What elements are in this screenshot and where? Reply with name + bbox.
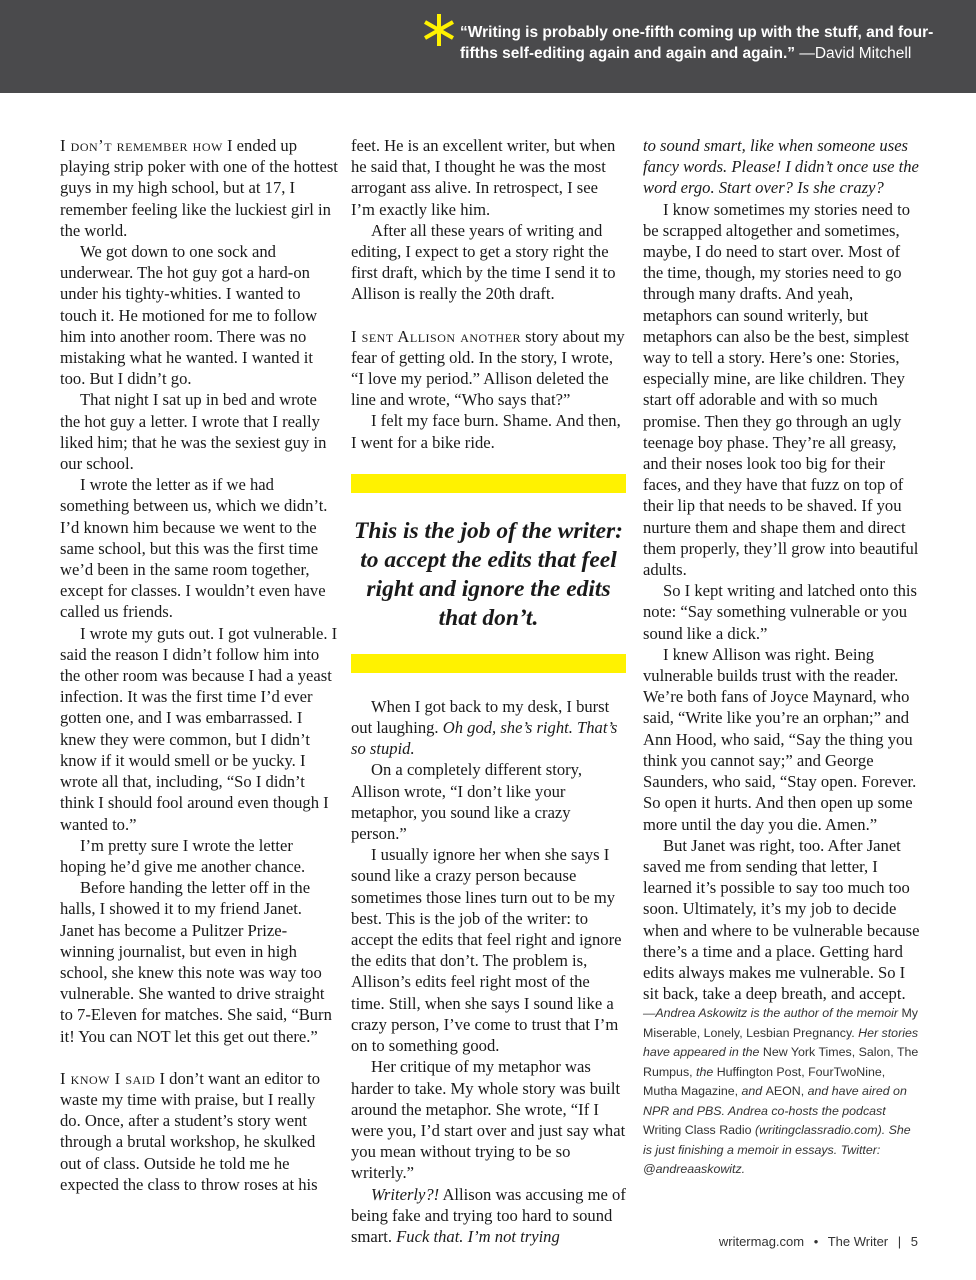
paragraph: I wrote the letter as if we had something between us, which we didn’t. I’d known him because we went to the same school, but this was the first time we’d been in the same room together, except for classes. I wouldn’t even have called us friends.: [60, 475, 328, 622]
lead-in: I know I said: [60, 1068, 156, 1088]
paragraph: I usually ignore her when she says I sound like a crazy person because sometimes those lines turn out to be my best. This is the job of the writer: to accept the edits that feel right and ignore the edits that don’t. The problem is, Allison’s edits feel right most of the time. Still, when she says I sound like a crazy person, I’ve come to trust that I’m on to something good.: [351, 845, 622, 1056]
bio-text: the: [692, 1064, 717, 1079]
paragraph: [351, 1184, 626, 1248]
bio-text: and have aired on NPR and PBS. Andrea co-hosts the podcast: [643, 1084, 907, 1118]
article-column-2: [351, 135, 626, 1247]
paragraph-text: I don’t want an editor to waste my time with praise, but I really do. Once, after a student’s story went through a brutal workshop, he skulked out of class. Outside he told me he expected the class to throw roses at his: [60, 1068, 321, 1194]
paragraph: feet. He is an excellent writer, but when he said that, I thought he was the most arrogant ass alive. In retrospect, I see I’m exactly like him.: [351, 136, 616, 219]
bio-title: My Miserable, Lonely, Lesbian Pregnancy.: [643, 1006, 919, 1040]
paragraph-text: When I got back to my desk, I burst out laughing.: [351, 696, 610, 738]
italic-text: Fuck that. I’m not trying: [396, 1226, 560, 1246]
paragraph: We got down to one sock and underwear. The hot guy got a hard-on under his tighty-whities. I wanted to touch it. He motioned for me to follow him into another room. There was no mistaking what he wanted. I wanted it too. But I didn’t go.: [60, 242, 318, 389]
lead-in: I sent Allison another: [351, 326, 522, 346]
article-column-1: [60, 135, 340, 1195]
paragraph: So I kept writing and latched onto this note: “Say something vulnerable or you sound like a dick.”: [643, 581, 917, 643]
paragraph: [643, 135, 921, 199]
quote-author: —David Mitchell: [799, 45, 912, 62]
footer-bullet: •: [813, 1234, 819, 1249]
paragraph: [351, 696, 626, 760]
footer-divider: |: [897, 1234, 902, 1249]
bio-title: Writing Class Radio: [643, 1123, 752, 1138]
paragraph: On a completely different story, Allison wrote, “I don’t like your metaphor, you sound like a crazy person.”: [351, 760, 583, 844]
footer-magazine: The Writer: [827, 1234, 889, 1249]
bio-title: New York Times, Salon, The Rumpus,: [643, 1045, 919, 1079]
paragraph-text: Allison was accusing me of being fake and trying too hard to sound smart.: [351, 1184, 626, 1246]
page-number: 5: [910, 1234, 918, 1249]
pullquote-top-bar: [351, 474, 626, 493]
header-quote: [460, 22, 960, 64]
author-bio: [643, 1004, 921, 1180]
asterisk-icon: [424, 10, 454, 50]
page-footer: [719, 1234, 918, 1249]
paragraph: [60, 135, 340, 241]
paragraph: I know sometimes my stories need to be scrapped altogether and sometimes, maybe, I do need to start over. Most of the time, though, my stories need to go through many drafts. And yeah, metaphors can sound writerly, but metaphors can also be the best, simplest way to tell a story. Here’s one: Stories, especially mine, are like children. They start off adorable and with so much promise. Then they go through an ugly teenage boy phase. They’re all greasy, and their noses look too big for their faces, and they have that fuzz on top of their lip that needs to be shaved. If you nurture them and shape them and direct them properly, they’ll grow into beautiful adults.: [643, 199, 919, 580]
paragraph: I knew Allison was right. Being vulnerable builds trust with the reader. We’re both fans of Joyce Maynard, who said, “Write like you’re an orphan;” and Ann Hood, who said, “Say the thing you think you cannot say;” and George Saunders, who said, “Stay open. Forever. So open it hurts. And then open up some more until the day you die. Amen.”: [643, 644, 917, 834]
footer-site: writermag.com: [718, 1234, 805, 1249]
bio-text: (writingclassradio.com). She is just finishing a memoir in essays. Twitter: @andreaaskowitz.: [643, 1123, 911, 1177]
lead-in: I don’t remember how: [60, 136, 223, 155]
quote-text: “Writing is probably one-fifth coming up with the stuff, and four-fifths self-editing again and again and again.”: [460, 24, 934, 62]
italic-text: Oh god, she’s right. That’s so stupid.: [351, 718, 618, 759]
paragraph: Her critique of my metaphor was harder to take. My whole story was built around the metaphor. She wrote, “If I were you, I’d start over and just say what you mean without trying to be so writerly.”: [351, 1057, 626, 1183]
paragraph: [60, 1068, 340, 1195]
italic-text: Writerly?!: [371, 1184, 440, 1204]
paragraph: Before handing the letter off in the halls, I showed it to my friend Janet. Janet has become a Pulitzer Prize-winning journalist, but even in high school, she knew this note was way too vulnerable. She wanted to drive straight to 7-Eleven for matches. She said, “Burn it! You can NOT let this get out there.”: [60, 878, 332, 1046]
paragraph-text: I ended up playing strip poker with one of the hottest guys in my high school, but at 17, I remember feeling like the luckiest girl in the world.: [60, 136, 338, 240]
paragraph: But Janet was right, too. After Janet saved me from sending that letter, I learned it’s possible to say too much too soon. Ultimately, it’s my job to decide when and where to be vulnerable because there’s a time and a place. Getting hard edits always makes me vulnerable. So I sit back, take a deep breath, and accept.: [643, 835, 920, 1004]
bio-title: Huffington Post, FourTwoNine, Mutha Magazine,: [643, 1064, 886, 1099]
bio-text: —Andrea Askowitz is the author of the memoir: [643, 1006, 902, 1021]
paragraph: I wrote my guts out. I got vulnerable. I said the reason I didn’t follow him into the other room was because I had a yeast infection. It was the first time I’d ever gotten one, and I was embarrassed. I knew they were common, but I didn’t know if it would smell or be yucky. I wrote all that, including, “So I didn’t think I should fool around even though I wanted to.”: [60, 623, 338, 834]
paragraph: I’m pretty sure I wrote the letter hoping he’d give me another chance.: [60, 835, 306, 876]
paragraph: That night I sat up in bed and wrote the hot guy a letter. I wrote that I really liked him; that he was the sexiest guy in our school.: [60, 390, 327, 474]
article-column-3: [643, 135, 921, 1180]
paragraph-text: story about my fear of getting old. In the story, I wrote, “I love my period.” Allison deleted the line and wrote, “Who says that?”: [351, 326, 625, 410]
bio-title: AEON,: [765, 1084, 805, 1099]
pullquote: This is the job of the writer: to accept the edits that feel right and ignore the edits that don’t.: [354, 517, 623, 631]
pullquote-bottom-bar: [351, 654, 626, 673]
paragraph: [351, 326, 626, 411]
italic-text: to sound smart, like when someone uses fancy words. Please! I didn’t once use the word ergo. Start over? Is she crazy?: [643, 136, 919, 198]
header-bar: [0, 0, 976, 93]
paragraph: After all these years of writing and editing, I expect to get a story right the first draft, which by the time I send it to Allison is really the 20th draft.: [351, 220, 616, 304]
bio-text: and: [738, 1084, 766, 1099]
bio-text: Her stories have appeared in the: [643, 1025, 919, 1060]
paragraph: I felt my face burn. Shame. And then, I went for a bike ride.: [351, 411, 621, 452]
